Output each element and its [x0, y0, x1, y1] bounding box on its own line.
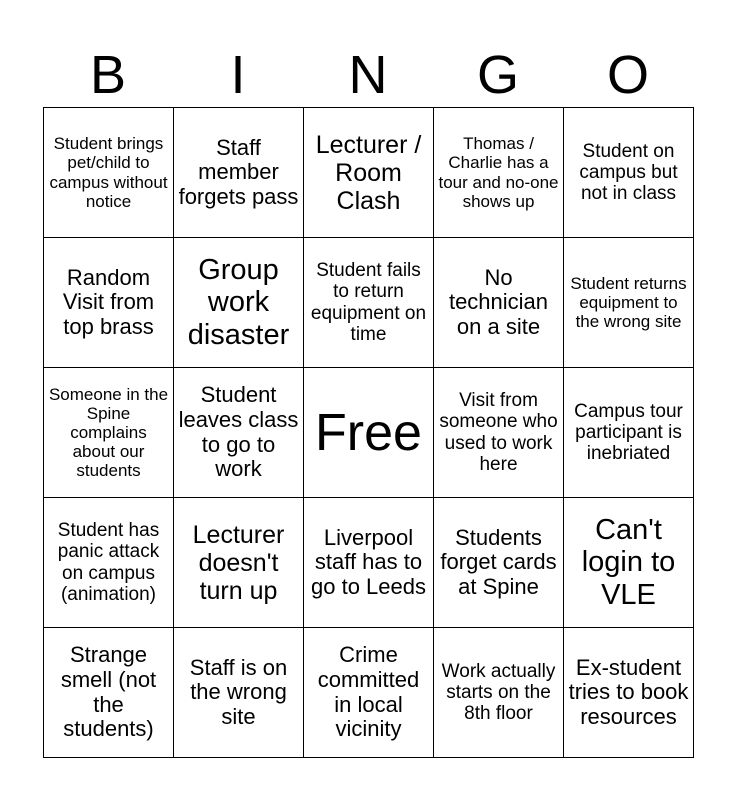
bingo-cell[interactable] [434, 368, 564, 498]
bingo-cell[interactable] [174, 108, 304, 238]
bingo-cell[interactable] [44, 498, 174, 628]
header-letter-g: G [476, 45, 519, 105]
bingo-cell[interactable] [564, 498, 694, 628]
bingo-cell[interactable] [44, 628, 174, 758]
header-letter-i: I [230, 45, 246, 105]
bingo-cell[interactable] [304, 498, 434, 628]
cell-text: Staff is on the wrong site [189, 654, 288, 729]
header-letter-o: O [606, 45, 649, 105]
free-space-label: Free [315, 403, 422, 462]
bingo-cell[interactable] [434, 238, 564, 368]
cell-text: Visit from someone who used to work here [439, 389, 558, 475]
bingo-cell[interactable] [174, 368, 304, 498]
cell-text: Ex-student tries to book resources [568, 654, 689, 729]
cell-text: Strange smell (not the students) [60, 642, 157, 742]
header-letter-n: N [348, 45, 388, 105]
bingo-cell[interactable] [44, 238, 174, 368]
cell-text: Student returns equipment to the wrong site [570, 273, 687, 332]
bingo-cell[interactable] [564, 368, 694, 498]
bingo-grid [43, 107, 694, 758]
cell-text: Lecturer / Room Clash [315, 130, 422, 215]
cell-text: Can't login to VLE [581, 513, 676, 611]
cell-text: Students forget cards at Spine [440, 524, 557, 599]
bingo-cell[interactable] [174, 628, 304, 758]
cell-text: Student leaves class to go to work [178, 382, 299, 482]
bingo-cell[interactable] [174, 498, 304, 628]
bingo-cell[interactable] [304, 238, 434, 368]
bingo-cell[interactable] [44, 108, 174, 238]
bingo-cell[interactable] [174, 238, 304, 368]
cell-text: Student on campus but not in class [579, 140, 678, 205]
bingo-cell[interactable] [44, 368, 174, 498]
cell-text: Student brings pet/child to campus without notice [49, 134, 168, 211]
cell-text: Liverpool staff has to go to Leeds [311, 524, 426, 599]
cell-text: Someone in the Spine complains about our students [48, 384, 169, 481]
cell-text: Student has panic attack on campus (animation) [57, 519, 160, 605]
cell-text: Campus tour participant is inebriated [574, 400, 683, 465]
cell-text: No technician on a site [448, 264, 549, 339]
header-letter-b: B [89, 45, 127, 105]
cell-text: Random Visit from top brass [62, 264, 155, 339]
bingo-cell[interactable] [304, 628, 434, 758]
bingo-cell[interactable] [434, 628, 564, 758]
bingo-header [43, 46, 693, 104]
free-space-cell[interactable] [304, 368, 434, 498]
bingo-cell[interactable] [564, 628, 694, 758]
cell-text: Thomas / Charlie has a tour and no-one shows up [438, 134, 559, 211]
bingo-cell[interactable] [434, 498, 564, 628]
cell-text: Group work disaster [187, 253, 290, 351]
cell-text: Work actually starts on the 8th floor [441, 660, 556, 725]
cell-text: Crime committed in local vicinity [317, 642, 420, 742]
bingo-cell[interactable] [564, 108, 694, 238]
cell-text: Staff member forgets pass [178, 134, 299, 209]
bingo-cell[interactable] [434, 108, 564, 238]
bingo-cell[interactable] [304, 108, 434, 238]
cell-text: Lecturer doesn't turn up [192, 520, 285, 605]
bingo-cell[interactable] [564, 238, 694, 368]
cell-text: Student fails to return equipment on time [310, 259, 427, 345]
